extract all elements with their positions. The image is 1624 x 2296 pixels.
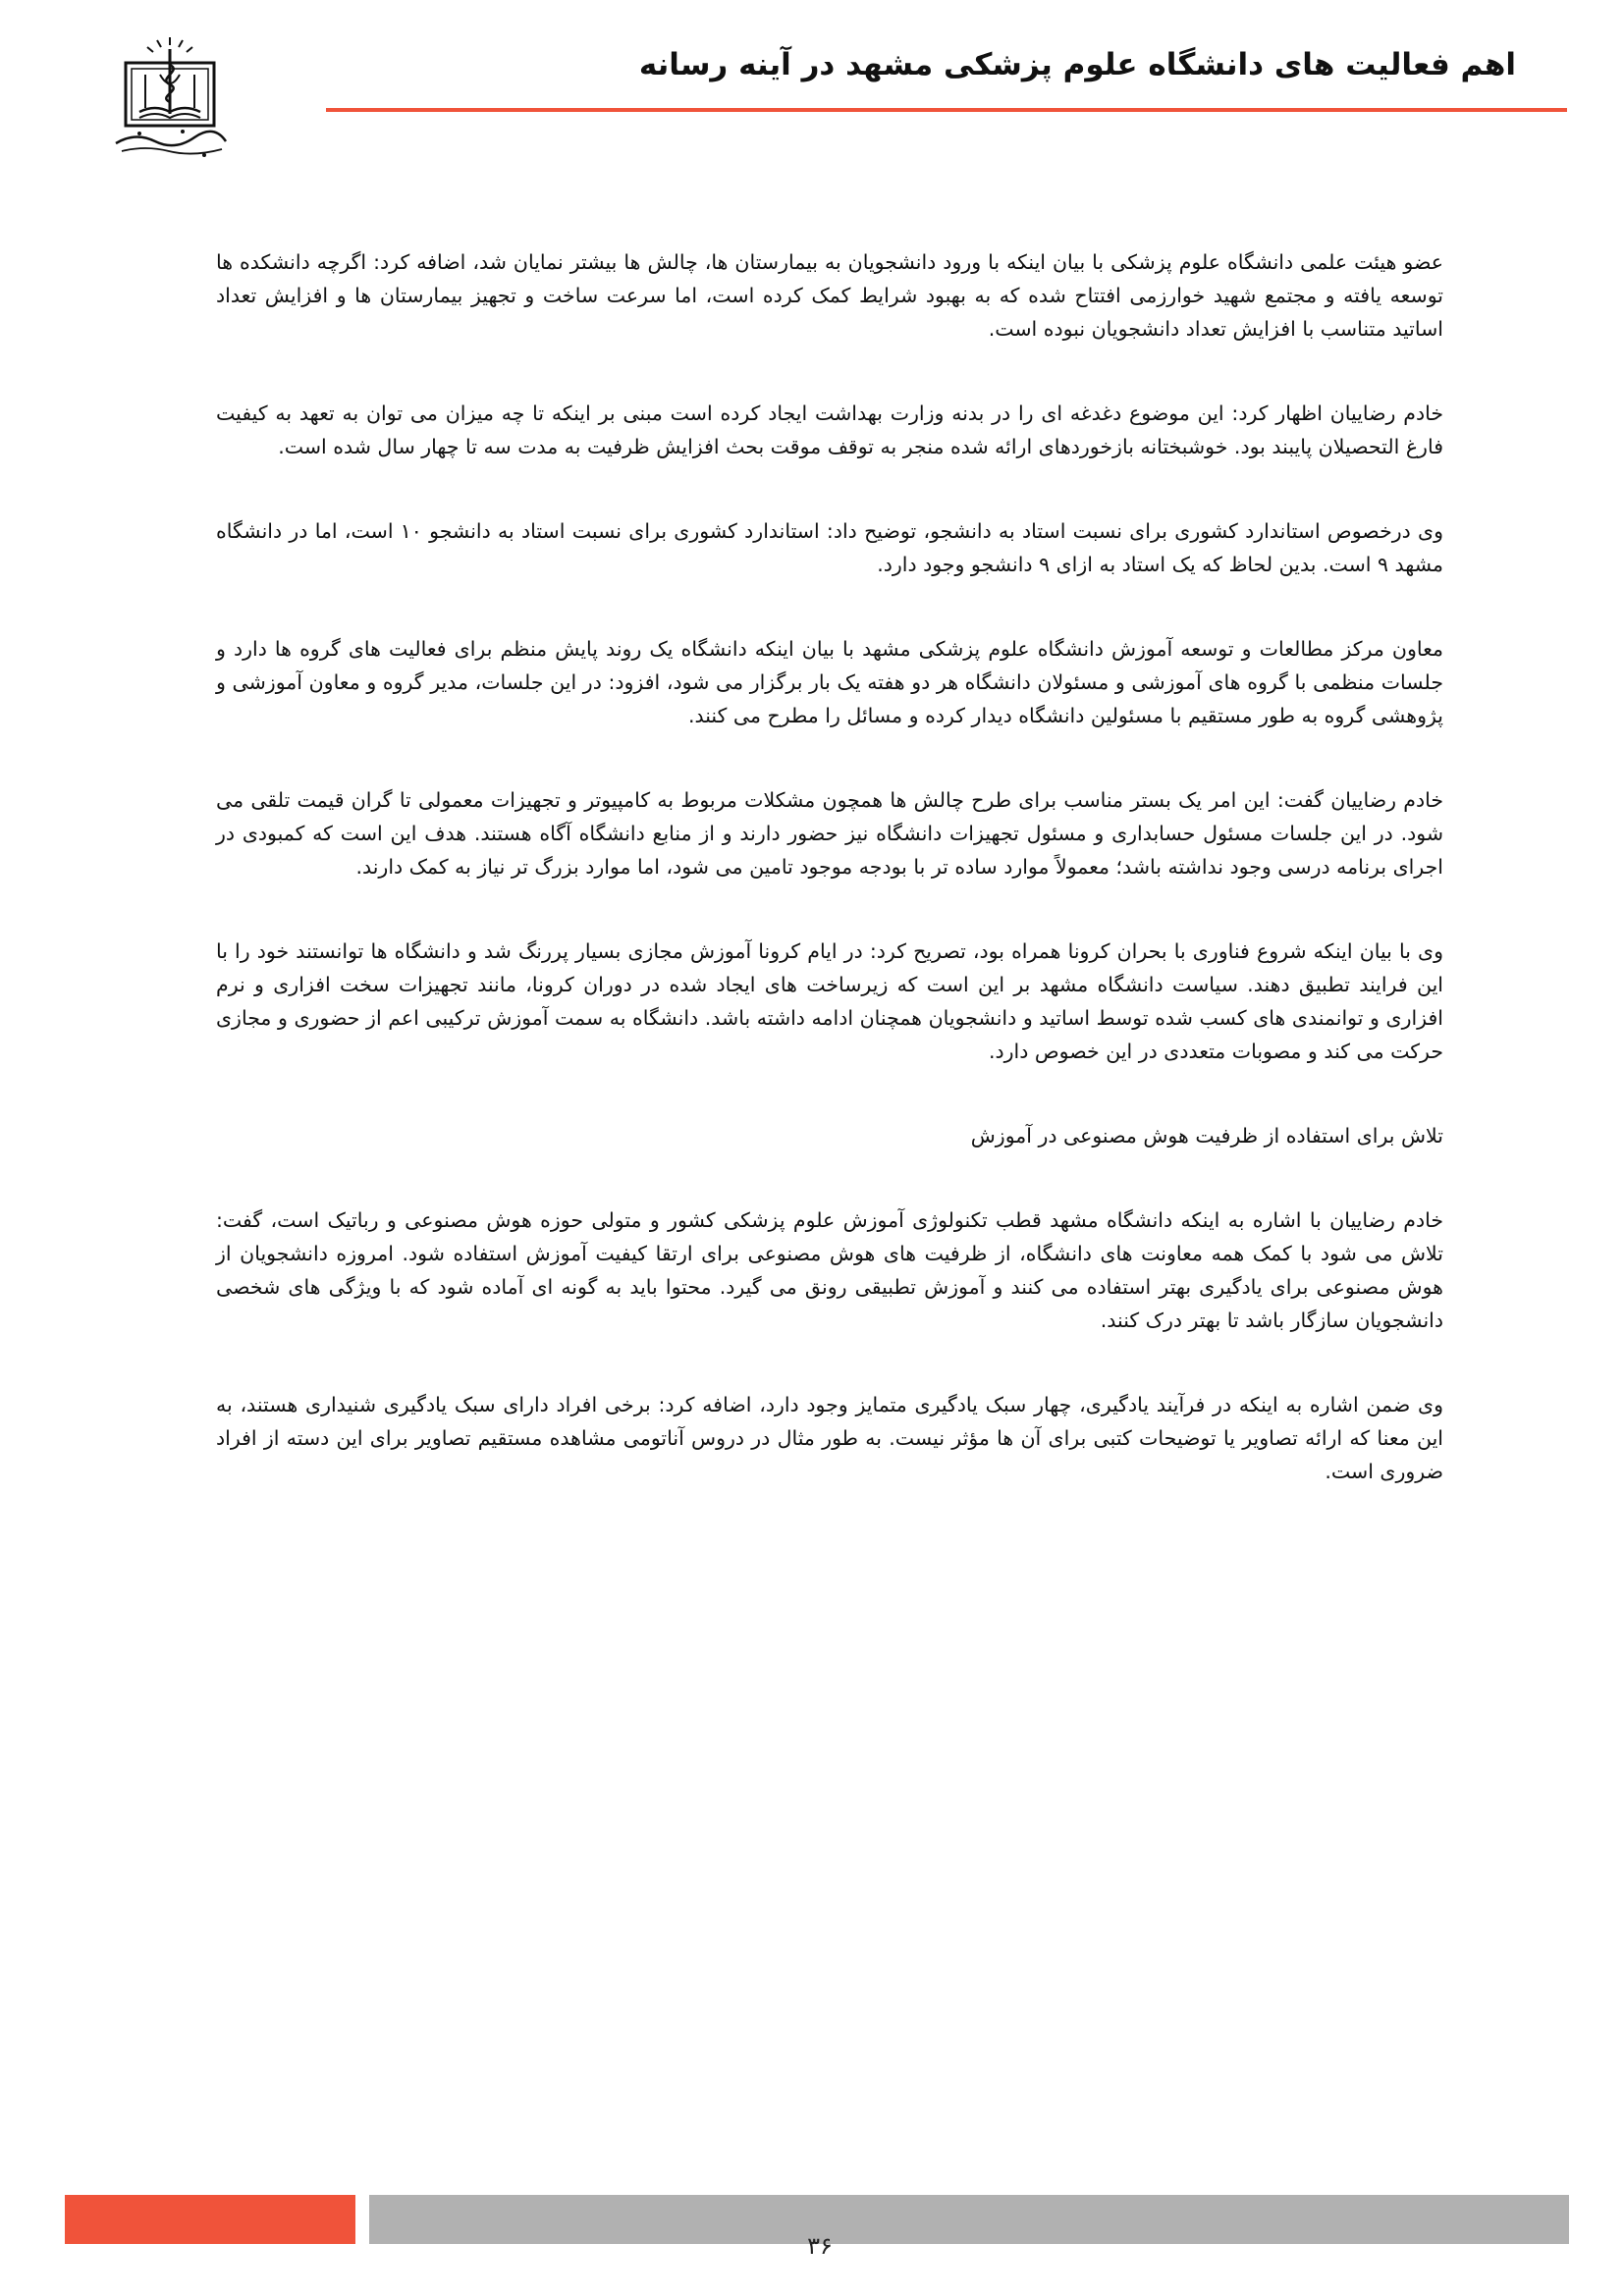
paragraph: وی درخصوص استاندارد کشوری برای نسبت استاد به دانشجو، توضیح داد: استاندارد کشوری برای نسبت استاد به دانشجو ۱۰ است، اما در دانشگاه مشهد ۹ است. بدین لحاظ که یک استاد به ازای ۹ دانشجو وجود دارد. [216, 519, 1443, 576]
university-seal-icon [106, 35, 234, 169]
section-heading: تلاش برای استفاده از ظرفیت هوش مصنوعی در آموزش [970, 1124, 1443, 1148]
article-body [216, 245, 1443, 1539]
paragraph: عضو هیئت علمی دانشگاه علوم پزشکی با بیان اینکه با ورود دانشجویان به بیمارستان ها، چالش ها بیشتر نمایان شد، اضافه کرد: اگرچه دانشکده ها توسعه یافته و مجتمع شهید خوارزمی افتتاح شده که به بهبود شرایط کمک کرده است، اما سرعت ساخت و تجهیز بیمارستان ها و افزایش تعداد اساتید متناسب با افزایش تعداد دانشجویان نبوده است. [216, 250, 1443, 341]
paragraph: خادم رضاییان اظهار کرد: این موضوع دغدغه ای را در بدنه وزارت بهداشت ایجاد کرده است مبنی بر اینکه تا چه میزان می توان به تعهد به کیفیت فارغ التحصیلان پایبند بود. خوشبختانه بازخوردهای ارائه شده منجر به توقف موقت بحث افزایش ظرفیت به مدت سه تا چهار سال شده است. [216, 401, 1443, 458]
paragraph: خادم رضاییان با اشاره به اینکه دانشگاه مشهد قطب تکنولوژی آموزش علوم پزشکی کشور و متولی حوزه هوش مصنوعی و رباتیک است، گفت: تلاش می شود با کمک همه معاونت های دانشگاه، از ظرفیت های هوش مصنوعی برای ارتقا کیفیت آموزش استفاده شود. امروزه دانشجویان از هوش مصنوعی برای یادگیری بهتر استفاده می کنند و آموزش تطبیقی رونق می گیرد. محتوا باید به گونه ای آماده شود که با ویژگی های شخصی دانشجویان سازگار باشد تا بهتر درک کنند. [216, 1208, 1443, 1332]
page-number: ۳۶ [807, 2232, 833, 2260]
footer-gray-bar [369, 2195, 1569, 2244]
paragraph: وی با بیان اینکه شروع فناوری با بحران کرونا همراه بود، تصریح کرد: در ایام کرونا آموزش مجازی بسیار پررنگ شد و دانشگاه ها توانستند خود را با این فرایند تطبیق دهند. سیاست دانشگاه مشهد بر این است که زیرساخت های ایجاد شده در دوران کرونا، مانند تجهیزات سخت افزاری و نرم افزاری و توانمندی های کسب شده توسط اساتید و دانشجویان همچنان ادامه داشته باشد. دانشگاه به سمت آموزش ترکیبی اعم از حضوری و مجازی حرکت می کند و مصوبات متعددی در این خصوص دارد. [216, 939, 1443, 1063]
paragraph: وی ضمن اشاره به اینکه در فرآیند یادگیری، چهار سبک یادگیری متمایز وجود دارد، اضافه کرد: برخی افراد دارای سبک یادگیری شنیداری هستند، به این معنا که ارائه تصاویر یا توضیحات کتبی برای آن ها مؤثر نیست. به طور مثال در دروس آناتومی مشاهده مستقیم تصاویر برای این دسته از افراد ضروری است. [216, 1393, 1443, 1483]
page-header-title: اهم فعالیت های دانشگاه علوم پزشکی مشهد در آینه رسانه [638, 47, 1516, 82]
paragraph: خادم رضاییان گفت: این امر یک بستر مناسب برای طرح چالش ها همچون مشکلات مربوط به کامپیوتر و تجهیزات معمولی تا گران قیمت تلقی می شود. در این جلسات مسئول حسابداری و مسئول تجهیزات دانشگاه نیز حضور دارند و از منابع دانشگاه آگاه هستند. هدف این است که کمبودی در اجرای برنامه درسی وجود نداشته باشد؛ معمولاً موارد ساده تر با بودجه موجود تامین می شود، اما موارد بزرگ تر نیاز به کمک دارند. [216, 788, 1443, 879]
paragraph: معاون مرکز مطالعات و توسعه آموزش دانشگاه علوم پزشکی مشهد با بیان اینکه دانشگاه یک روند پایش منظم برای فعالیت های گروه ها دارد و جلسات منظمی با گروه های آموزشی و مسئولان دانشگاه هر دو هفته یک بار برگزار می شود، افزود: در این جلسات، مدیر گروه و معاون آموزشی و پژوهشی گروه به طور مستقیم با مسئولین دانشگاه دیدار کرده و مسائل را مطرح می کنند. [216, 637, 1443, 727]
header-divider [326, 108, 1567, 112]
footer-accent-bar [65, 2195, 355, 2244]
